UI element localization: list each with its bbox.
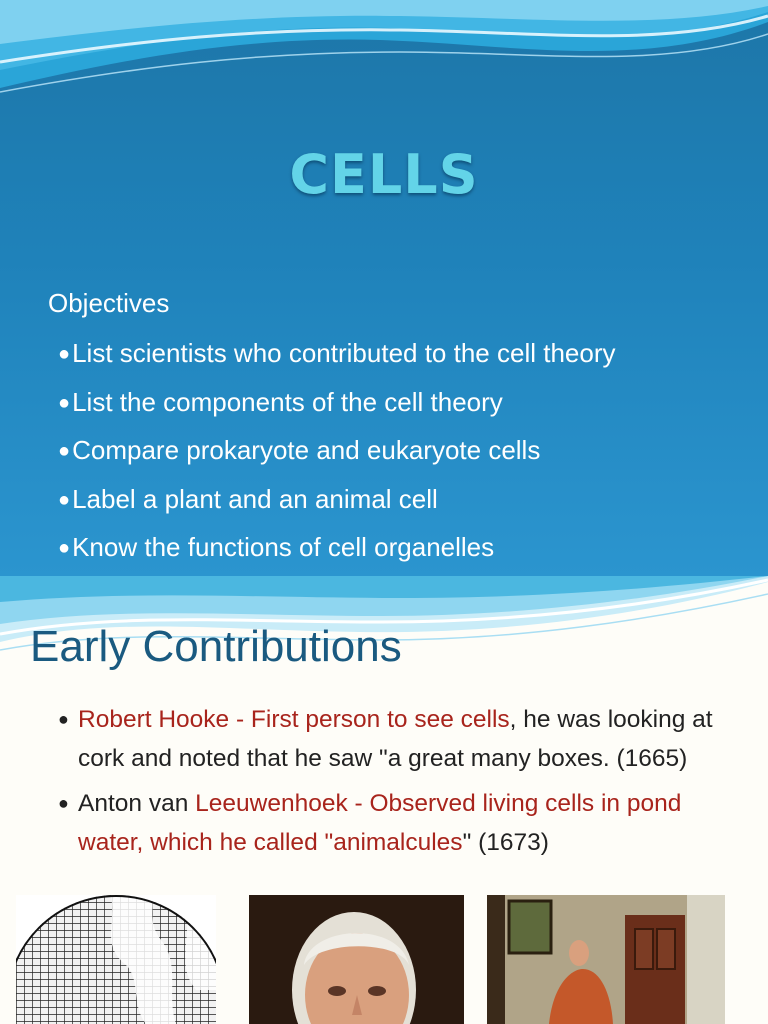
objective-item: ●Know the functions of cell organelles	[58, 532, 495, 562]
bullet-icon: ●	[58, 709, 69, 729]
slide-title: CELLS	[289, 143, 479, 206]
objective-item: ●Compare prokaryote and eukaryote cells	[58, 435, 541, 465]
slide-title: Early Contributions	[30, 622, 402, 671]
highlight-text: Leeuwenhoek - Observed living cells in pond water, which he called "animalcules	[78, 790, 682, 856]
objectives-heading: Objectives	[48, 288, 170, 318]
bullet-icon: ●	[58, 343, 71, 365]
bullet-icon: ●	[58, 537, 71, 559]
bullet-icon: ●	[58, 793, 69, 813]
objective-item: ●List scientists who contributed to the cell theory	[58, 338, 616, 368]
objective-item: ●Label a plant and an animal cell	[58, 483, 438, 514]
highlight-text: Robert Hooke - First person to see cells	[78, 706, 510, 733]
cork-cells-image	[16, 895, 216, 1024]
header-wave-decoration	[0, 0, 768, 110]
objectives-list	[58, 333, 615, 576]
contributions-list	[58, 700, 748, 868]
portrait-image	[249, 895, 464, 1024]
objective-item: ●List the components of the cell theory	[58, 386, 503, 417]
painting-image	[487, 895, 725, 1024]
contribution-item: ● Robert Hooke - First person to see cells, he was looking at cork and noted that he saw "a great many boxes. (1665)	[58, 700, 748, 778]
bullet-icon: ●	[58, 440, 71, 462]
bullet-icon: ●	[58, 488, 71, 511]
contribution-item: ● Anton van Leeuwenhoek - Observed living cells in pond water, which he called "animalcules" (1673)	[58, 784, 748, 862]
bullet-icon: ●	[58, 391, 71, 414]
